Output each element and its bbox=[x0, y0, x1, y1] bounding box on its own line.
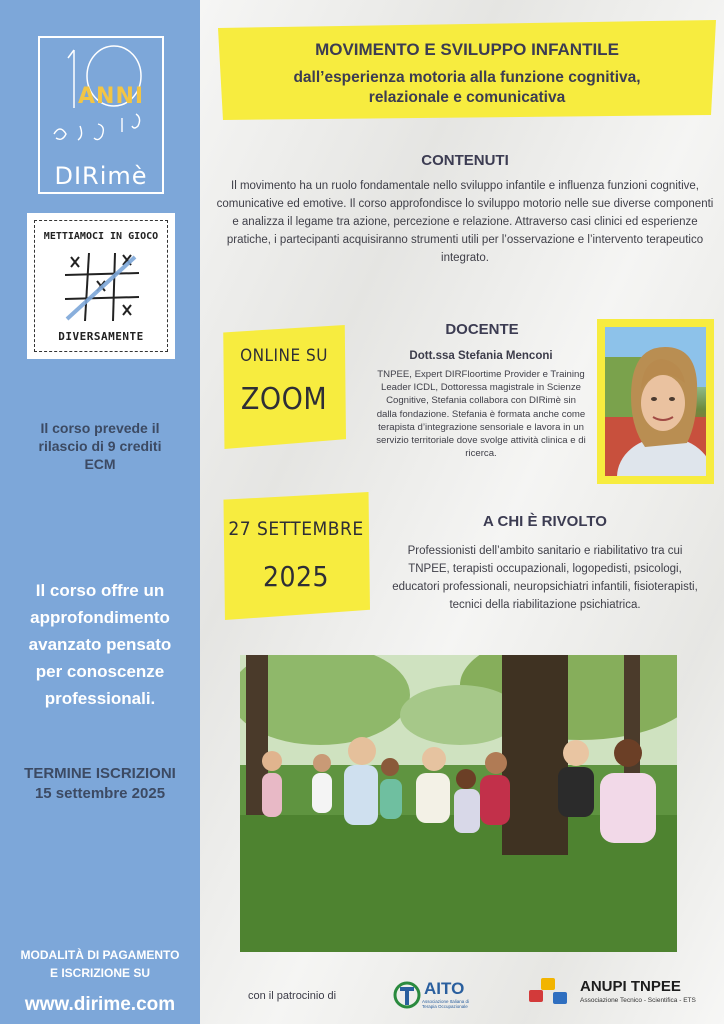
logo-bottom-text: DIVERSAMENTE bbox=[58, 330, 144, 343]
portrait-illustration bbox=[605, 327, 706, 476]
logo-brand-text: DIRimè bbox=[54, 162, 148, 190]
date-badge-day: 27 SETTEMBRE bbox=[228, 518, 364, 540]
aito-subtitle: Associazione Italiana di Terapia Occupazionale bbox=[422, 999, 470, 1009]
date-badge-year: 2025 bbox=[262, 560, 330, 593]
online-badge-line2: ZOOM bbox=[240, 382, 328, 417]
patronage-label: con il patrocinio di bbox=[248, 990, 337, 1002]
date-badge-highlight bbox=[222, 492, 370, 620]
aito-emblem-icon bbox=[392, 980, 422, 1010]
website-link[interactable]: www.dirime.com bbox=[24, 994, 176, 1015]
sidebar bbox=[0, 0, 200, 1024]
payment-info: MODALITÀ DI PAGAMENTO E ISCRIZIONE SU bbox=[20, 948, 180, 980]
mettiamoci-in-gioco-logo bbox=[30, 216, 172, 356]
page-subtitle bbox=[218, 68, 716, 108]
teacher-name: Dott.ssa Stefania Menconi bbox=[409, 350, 553, 362]
contenuti-body: Il movimento ha un ruolo fondamentale nello sviluppo infantile e influenza funzioni cognitive, comunicative ed emotive. Il corso approfondisce lo sviluppo motorio nelle sue diverse componenti e analizza il legame tra azione, percezione e relazione. Attraverso casi clinici ed esperienze pratiche, i partecipanti acquisiranno strumenti utili per l’osservazione e l’intervento terapeutico integrato. bbox=[216, 180, 714, 264]
contenuti-heading: CONTENUTI bbox=[421, 152, 509, 169]
teacher-portrait bbox=[597, 319, 714, 484]
teacher-photo bbox=[605, 327, 706, 476]
aito-logo bbox=[392, 978, 482, 1010]
aito-name: AITO bbox=[424, 979, 465, 998]
course-offer-text: Il corso offre un approfondimento avanzato pensato per conoscenze professionali. bbox=[28, 581, 172, 708]
docente-heading: DOCENTE bbox=[445, 321, 519, 338]
teacher-bio: TNPEE, Expert DIRFloortime Provider e Training Leader ICDL, Dottoressa magistrale in Scienze Cognitive, Stefania collabora con DIRimè sin dalla fondazione. Stefania è formata anche come terapista d’integrazione sensoriale e lavora in un servizio territoriale dove svolge attività clinica e di ricerca. bbox=[376, 369, 586, 460]
logo-anni-text: ANNI bbox=[78, 84, 145, 109]
deadline-label: TERMINE ISCRIZIONI bbox=[24, 765, 176, 782]
online-badge-line1: ONLINE SU bbox=[240, 346, 328, 366]
target-heading: A CHI È RIVOLTO bbox=[483, 513, 607, 530]
park-scene bbox=[240, 655, 677, 952]
subtitle-line-2: relazionale e comunicativa bbox=[368, 89, 566, 106]
children-running-photo bbox=[240, 655, 677, 952]
enrollment-deadline bbox=[0, 764, 200, 804]
tic-tac-toe-icon bbox=[61, 249, 143, 325]
logo-top-text: METTIAMOCI IN GIOCO bbox=[43, 231, 159, 242]
dirime-10-anni-logo bbox=[38, 36, 164, 194]
anupi-name: ANUPI TNPEE bbox=[580, 978, 681, 995]
ecm-credits-text: Il corso prevede il rilascio di 9 crediti ECM bbox=[38, 420, 162, 472]
anupi-subtitle: Associazione Tecnico - Scientifica - ETS bbox=[580, 997, 696, 1004]
page-title: MOVIMENTO E SVILUPPO INFANTILE bbox=[315, 40, 619, 59]
deadline-date: 15 settembre 2025 bbox=[34, 785, 166, 802]
target-body: Professionisti dell’ambito sanitario e riabilitativo tra cui TNPEE, terapisti occupazionali, logopedisti, psicologi, educatori professionali, neuropsichiatri infantili, fisioterapisti, tecnici della riabilitazione psichiatrica. bbox=[392, 545, 698, 611]
subtitle-line-1: dall’esperienza motoria alla funzione cognitiva, bbox=[293, 69, 641, 86]
anupi-puzzle-icon bbox=[527, 978, 571, 1008]
